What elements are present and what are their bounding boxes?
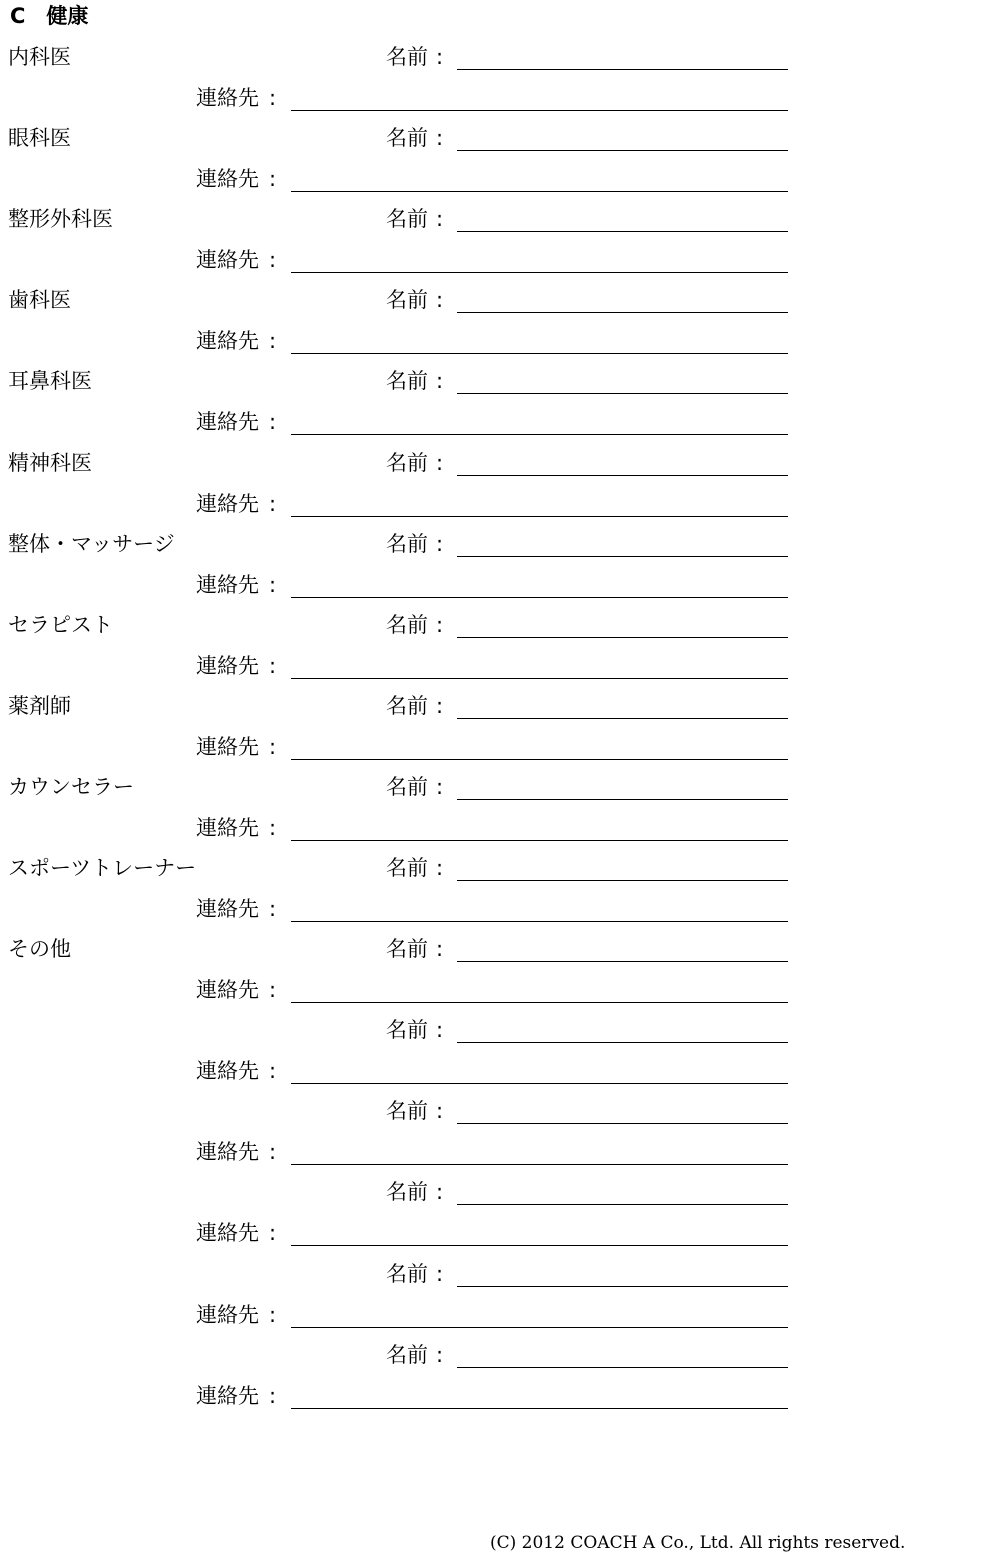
contact-colon: : — [269, 86, 277, 110]
contact-blank-line[interactable] — [291, 976, 788, 1003]
category-label: スポーツトレーナー — [8, 856, 197, 880]
name-blank-line[interactable] — [457, 1097, 788, 1124]
contact-label: 連絡先 — [196, 1221, 259, 1246]
entry-contact-row — [0, 1057, 1000, 1085]
category-label: 内科医 — [8, 45, 71, 69]
contact-colon: : — [269, 815, 277, 840]
name-blank-line[interactable] — [457, 530, 788, 557]
category-label: セラピスト — [8, 612, 113, 637]
entry-contact-row — [0, 976, 1000, 1004]
entry-contact-row — [0, 408, 1000, 436]
contact-label: 連絡先 — [196, 1302, 259, 1327]
name-label: 名前 — [386, 531, 428, 556]
contact-colon: : — [269, 248, 277, 273]
name-label: 名前 — [386, 937, 428, 962]
contact-colon: : — [269, 491, 277, 516]
contact-blank-line[interactable] — [291, 165, 788, 192]
contact-label: 連絡先 — [196, 410, 259, 435]
contact-label: 連絡先 — [196, 329, 259, 354]
contact-label: 連絡先 — [196, 167, 259, 192]
entry-contact-row — [0, 1138, 1000, 1166]
contact-blank-line[interactable] — [291, 733, 788, 760]
contact-label: 連絡先 — [196, 1383, 259, 1408]
name-blank-line[interactable] — [457, 367, 788, 394]
entry-name-row — [0, 124, 1000, 152]
name-label: 名前 — [386, 1180, 428, 1205]
name-label: 名前 — [386, 126, 428, 151]
contact-colon: : — [269, 1221, 277, 1246]
contact-blank-line[interactable] — [291, 1382, 788, 1409]
contact-label: 連絡先 — [196, 815, 259, 840]
name-label: 名前 — [386, 774, 428, 799]
contact-label: 連絡先 — [196, 248, 259, 273]
entry-name-row — [0, 1097, 1000, 1125]
name-blank-line[interactable] — [457, 124, 788, 151]
name-blank-line[interactable] — [457, 1178, 788, 1205]
contact-colon: : — [269, 734, 277, 759]
entry-contact-row — [0, 1382, 1000, 1410]
contact-label: 連絡先 — [196, 491, 259, 516]
contact-blank-line[interactable] — [291, 652, 788, 679]
contact-colon: : — [269, 1302, 277, 1327]
name-blank-line[interactable] — [457, 935, 788, 962]
name-colon: : — [436, 126, 444, 151]
contact-label: 連絡先 — [196, 86, 259, 110]
name-blank-line[interactable] — [457, 449, 788, 476]
category-label: 歯科医 — [8, 288, 71, 313]
name-colon: : — [436, 531, 444, 556]
contact-blank-line[interactable] — [291, 571, 788, 598]
name-colon: : — [436, 45, 444, 69]
contact-blank-line[interactable] — [291, 895, 788, 922]
name-label: 名前 — [386, 369, 428, 394]
contact-label: 連絡先 — [196, 1140, 259, 1165]
name-blank-line[interactable] — [457, 773, 788, 800]
name-colon: : — [436, 1261, 444, 1286]
entry-contact-row — [0, 733, 1000, 761]
name-blank-line[interactable] — [457, 1260, 788, 1287]
name-colon: : — [436, 1180, 444, 1205]
contact-blank-line[interactable] — [291, 814, 788, 841]
entry-name-row — [0, 367, 1000, 395]
name-label: 名前 — [386, 207, 428, 232]
entry-name-row — [0, 935, 1000, 963]
contact-blank-line[interactable] — [291, 327, 788, 354]
entry-name-row — [0, 773, 1000, 801]
contact-colon: : — [269, 1059, 277, 1084]
contact-blank-line[interactable] — [291, 1138, 788, 1165]
name-label: 名前 — [386, 856, 428, 880]
contact-label: 連絡先 — [196, 978, 259, 1003]
entry-contact-row — [0, 1301, 1000, 1329]
contact-label: 連絡先 — [196, 653, 259, 678]
entry-name-row — [0, 692, 1000, 720]
contact-colon: : — [269, 978, 277, 1003]
name-label: 名前 — [386, 1018, 428, 1043]
contact-blank-line[interactable] — [291, 1057, 788, 1084]
contact-label: 連絡先 — [196, 734, 259, 759]
entry-contact-row — [0, 1219, 1000, 1247]
contact-label: 連絡先 — [196, 572, 259, 597]
category-label: カウンセラー — [8, 774, 134, 799]
category-label: 整形外科医 — [8, 207, 113, 232]
category-label: 耳鼻科医 — [8, 369, 92, 394]
copyright-footer: (C) 2012 COACH A Co., Ltd. All rights reserved. — [490, 1533, 906, 1553]
name-colon: : — [436, 450, 444, 475]
entry-contact-row — [0, 165, 1000, 193]
name-colon: : — [436, 1342, 444, 1367]
contact-colon: : — [269, 1140, 277, 1165]
name-label: 名前 — [386, 1099, 428, 1124]
contact-label: 連絡先 — [196, 1059, 259, 1084]
name-colon: : — [436, 693, 444, 718]
name-blank-line[interactable] — [457, 611, 788, 638]
name-blank-line[interactable] — [457, 1341, 788, 1368]
contact-blank-line[interactable] — [291, 246, 788, 273]
contact-blank-line[interactable] — [291, 1219, 788, 1246]
name-blank-line[interactable] — [457, 854, 788, 881]
section-title: C 健康 — [10, 4, 89, 28]
name-colon: : — [436, 207, 444, 232]
entry-name-row — [0, 43, 1000, 71]
name-label: 名前 — [386, 288, 428, 313]
entry-contact-row — [0, 652, 1000, 680]
entry-name-row — [0, 286, 1000, 314]
contact-colon: : — [269, 1383, 277, 1408]
category-label: 薬剤師 — [8, 693, 71, 718]
name-blank-line[interactable] — [457, 286, 788, 313]
category-label: 眼科医 — [8, 126, 71, 151]
name-colon: : — [436, 288, 444, 313]
entry-contact-row — [0, 84, 1000, 112]
name-label: 名前 — [386, 612, 428, 637]
name-label: 名前 — [386, 693, 428, 718]
contact-label: 連絡先 — [196, 897, 259, 921]
entry-contact-row — [0, 246, 1000, 274]
name-blank-line[interactable] — [457, 205, 788, 232]
entry-name-row — [0, 1016, 1000, 1044]
contact-blank-line[interactable] — [291, 84, 788, 111]
contact-blank-line[interactable] — [291, 1301, 788, 1328]
name-label: 名前 — [386, 45, 428, 69]
contact-blank-line[interactable] — [291, 490, 788, 517]
contact-colon: : — [269, 167, 277, 192]
entry-contact-row — [0, 327, 1000, 355]
category-label: その他 — [8, 937, 71, 962]
name-label: 名前 — [386, 1342, 428, 1367]
name-colon: : — [436, 1099, 444, 1124]
category-label: 整体・マッサージ — [8, 531, 175, 556]
entry-name-row — [0, 449, 1000, 477]
entry-name-row — [0, 854, 1000, 882]
name-colon: : — [436, 774, 444, 799]
contact-colon: : — [269, 572, 277, 597]
name-colon: : — [436, 856, 444, 880]
contact-colon: : — [269, 410, 277, 435]
name-blank-line[interactable] — [457, 692, 788, 719]
entry-name-row — [0, 1341, 1000, 1369]
entry-contact-row — [0, 490, 1000, 518]
contact-blank-line[interactable] — [291, 408, 788, 435]
entry-name-row — [0, 611, 1000, 639]
entry-name-row — [0, 1260, 1000, 1288]
name-colon: : — [436, 369, 444, 394]
entry-name-row — [0, 205, 1000, 233]
entry-name-row — [0, 1178, 1000, 1206]
name-label: 名前 — [386, 1261, 428, 1286]
category-label: 精神科医 — [8, 450, 92, 475]
name-label: 名前 — [386, 450, 428, 475]
contact-colon: : — [269, 653, 277, 678]
contact-colon: : — [269, 329, 277, 354]
name-blank-line[interactable] — [457, 43, 788, 70]
name-blank-line[interactable] — [457, 1016, 788, 1043]
name-colon: : — [436, 1018, 444, 1043]
name-colon: : — [436, 937, 444, 962]
entry-contact-row — [0, 814, 1000, 842]
entry-contact-row — [0, 895, 1000, 923]
entry-contact-row — [0, 571, 1000, 599]
name-colon: : — [436, 612, 444, 637]
entry-name-row — [0, 530, 1000, 558]
contact-colon: : — [269, 897, 277, 921]
